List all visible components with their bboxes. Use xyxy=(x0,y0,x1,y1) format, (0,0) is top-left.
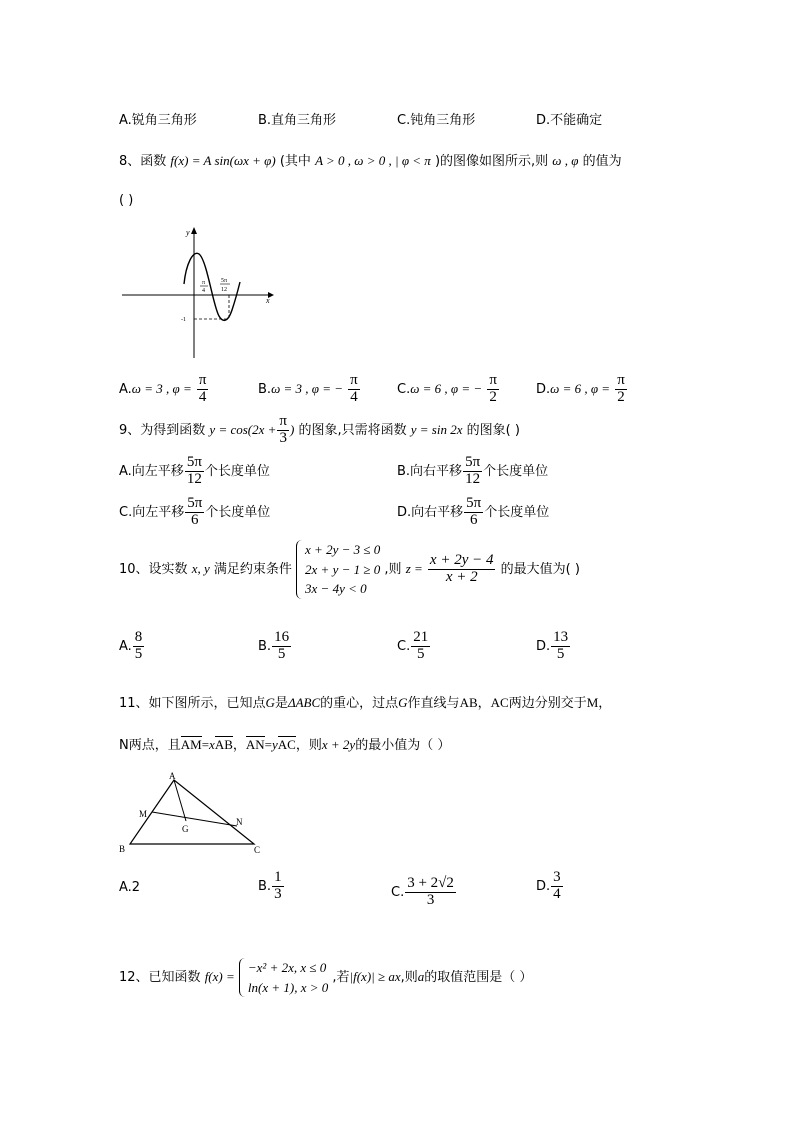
q9-option-c: C.向左平移 $\frac{5\pi}{6}$ 个长度单位 xyxy=(119,495,271,528)
q8-option-b-frac: $\frac{\pi}{4}$ xyxy=(350,372,358,405)
q10-stem: 10、设实数 x, y 满足约束条件 x + 2y − 3 ≤ 0 2x + y − 1 ≥ 0 3x − 4y < 0 ,则 z = $\frac{x + 2y - 4}{x + 2}$ 的最大值为( ) xyxy=(119,540,580,599)
q8-tick1 xyxy=(200,280,208,294)
q11-line-mn xyxy=(152,812,237,826)
q8-tail: 的值为 xyxy=(582,154,622,169)
q11-vector-am: AM xyxy=(180,737,202,752)
q7-option-d: D.不能确定 xyxy=(536,113,603,128)
q10-option-a: A. $\frac{8}{5}$ xyxy=(119,629,143,662)
q11-option-a: A.2 xyxy=(119,880,141,895)
q8-answer-paren: ( ) xyxy=(119,193,134,208)
q9-stem: 9、为得到函数 y = cos(2x + $\frac{\pi}{3}$ ) 的图象,只需将函数 y = sin 2x 的图象( ) xyxy=(119,413,520,446)
q8-option-d-frac: $\frac{\pi}{2}$ xyxy=(617,372,625,405)
q11-label-n: N xyxy=(236,817,243,827)
q9-option-d: D.向右平移 $\frac{5\pi}{6}$ 个长度单位 xyxy=(397,495,550,528)
q8-option-c-frac: $\frac{\pi}{2}$ xyxy=(489,372,497,405)
q10-objective-frac: $\frac{x + 2y - 4}{x + 2}$ xyxy=(429,552,494,585)
q8-curve xyxy=(184,253,240,320)
q8-axes xyxy=(122,227,274,358)
q8-tick2-den: 12 xyxy=(221,287,227,293)
q8-cond: A > 0 , ω > 0 , | φ < π xyxy=(315,153,431,168)
q10-option-d: D. $\frac{13}{5}$ xyxy=(536,629,569,662)
q11-vector-an: AN xyxy=(245,737,265,752)
q9-pi-third-frac: $\frac{\pi}{3}$ xyxy=(279,413,287,446)
q11-median xyxy=(174,780,186,821)
q8-tick1-den: 4 xyxy=(202,288,205,294)
q8-func: f(x) = A sin(ωx + φ) xyxy=(170,153,276,168)
q11-option-d: D. $\frac{3}{4}$ xyxy=(536,869,561,902)
q11-stem-line2: N两点，且AM=xAB，AN=yAC，则x + 2y的最小值为（ ） xyxy=(119,737,451,753)
q11-vector-ac: AC xyxy=(277,737,296,752)
q11-stem-line1: 11、如下图所示，已知点G是ΔABC的重心，过点G作直线与AB，AC两边分别交于M， xyxy=(119,695,612,711)
q12-stem: 12、已知函数 f(x) = −x² + 2x, x ≤ 0 ln(x + 1), x > 0 ,若|f(x)| ≥ ax,则a的取值范围是（ ） xyxy=(119,958,532,997)
q12-piecewise: −x² + 2x, x ≤ 0 ln(x + 1), x > 0 xyxy=(239,958,328,997)
q8-cond-pre: (其中 xyxy=(279,154,311,169)
q11-label-m: M xyxy=(139,809,148,819)
q8-number: 8、函数 xyxy=(119,154,167,169)
q8-option-b: B.ω = 3 , φ = − $\frac{\pi}{4}$ xyxy=(258,372,358,405)
q8-option-a-frac: $\frac{\pi}{4}$ xyxy=(198,372,207,405)
q7-option-a: A.锐角三角形 xyxy=(119,113,197,128)
q8-option-a: A.ω = 3 , φ = $\frac{\pi}{4}$ xyxy=(119,372,207,405)
q8-tick1-num: π xyxy=(202,280,206,286)
q11-label-g: G xyxy=(182,824,189,834)
q8-tick2-num: 5π xyxy=(221,278,228,284)
q8-stem xyxy=(119,150,622,169)
q8-cond-post: )的图像如图所示,则 xyxy=(434,154,549,169)
q11-label-b: B xyxy=(119,844,126,854)
q8-xlabel: x xyxy=(266,296,270,305)
q11-vector-ab: AB xyxy=(214,737,233,752)
q10-option-b: B. $\frac{16}{5}$ xyxy=(258,629,290,662)
q11-triangle-abc xyxy=(130,780,254,844)
q9-option-a: A.向左平移 $\frac{5\pi}{12}$ 个长度单位 xyxy=(119,454,270,487)
q7-option-c: C.钝角三角形 xyxy=(397,113,476,128)
q10-constraints: x + 2y − 3 ≤ 0 2x + y − 1 ≥ 0 3x − 4y < 0 xyxy=(296,540,380,599)
q11-label-a: A xyxy=(169,771,176,781)
q7-option-b: B.直角三角形 xyxy=(258,113,337,128)
q11-label-c: C xyxy=(254,845,261,855)
q10-option-c: C. $\frac{21}{5}$ xyxy=(397,629,429,662)
q8-sine-graph xyxy=(118,224,278,360)
q8-ylabel: y xyxy=(186,228,190,237)
q11-triangle-figure xyxy=(116,768,276,860)
q8-option-c: C.ω = 6 , φ = − $\frac{\pi}{2}$ xyxy=(397,372,497,405)
q11-option-c: C. $\frac{3 + 2√2}{3}$ xyxy=(391,875,454,908)
q8-option-d: D.ω = 6 , φ = $\frac{\pi}{2}$ xyxy=(536,372,625,405)
q8-tick2 xyxy=(220,278,230,293)
q8-ymin-label: -1 xyxy=(181,317,186,323)
q11-option-b: B. $\frac{1}{3}$ xyxy=(258,869,282,902)
q8-ask: ω , φ xyxy=(552,153,579,168)
q9-option-b: B.向右平移 $\frac{5\pi}{12}$ 个长度单位 xyxy=(397,454,549,487)
